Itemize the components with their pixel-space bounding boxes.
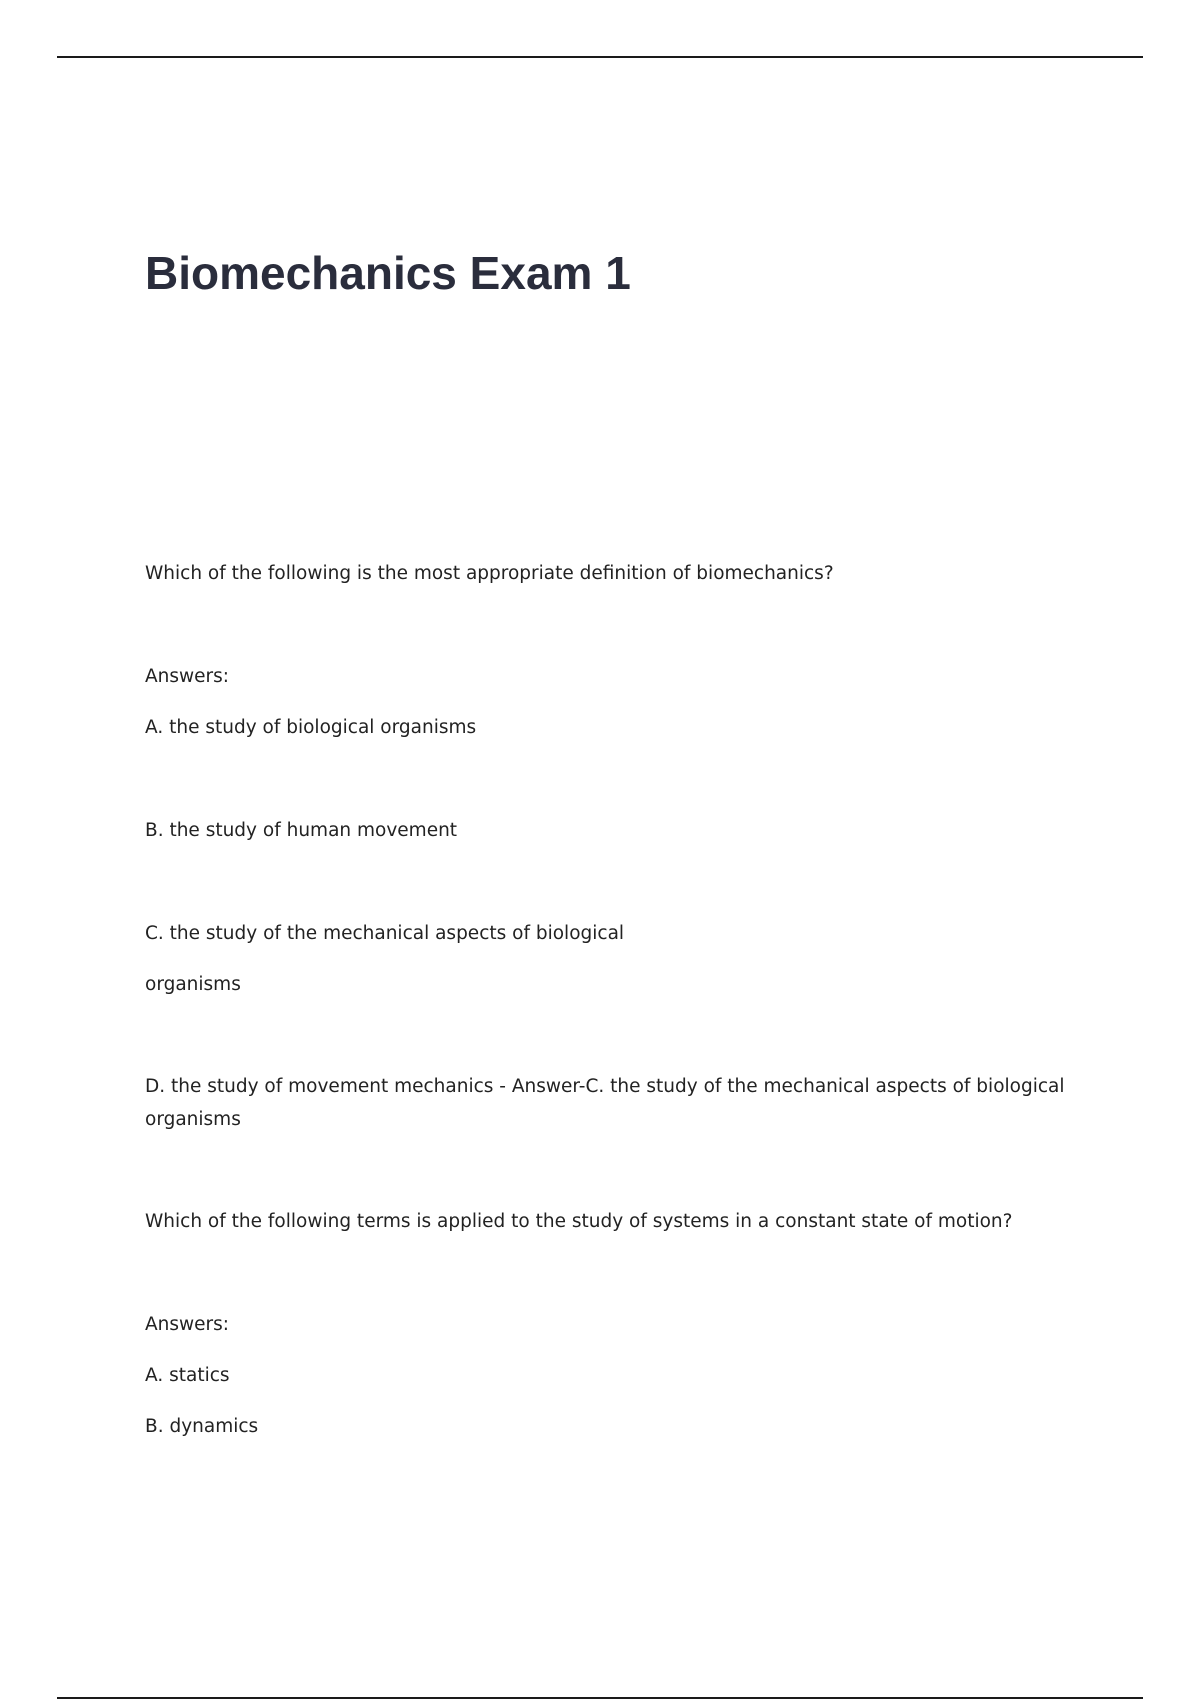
answers-label: Answers: <box>145 1314 230 1335</box>
answer-option-b: B. dynamics <box>145 1416 259 1437</box>
answer-option-d: D. the study of movement mechanics - Answer-C. the study of the mechanical aspects of biological <box>145 1076 1065 1097</box>
document-title: Biomechanics Exam 1 <box>145 247 631 299</box>
answer-option-d-continued: organisms <box>145 1109 241 1130</box>
question-text: Which of the following is the most appropriate definition of biomechanics? <box>145 563 834 584</box>
answer-option-b: B. the study of human movement <box>145 820 458 841</box>
question-text: Which of the following terms is applied to the study of systems in a constant state of motion? <box>145 1211 1013 1232</box>
answer-option-c-continued: organisms <box>145 974 241 995</box>
answers-label: Answers: <box>145 666 230 687</box>
header-rule <box>57 56 1143 58</box>
answer-option-a: A. the study of biological organisms <box>145 717 477 738</box>
answer-option-a: A. statics <box>145 1365 230 1386</box>
answer-option-c: C. the study of the mechanical aspects of biological <box>145 923 625 944</box>
footer-rule <box>57 1697 1143 1699</box>
